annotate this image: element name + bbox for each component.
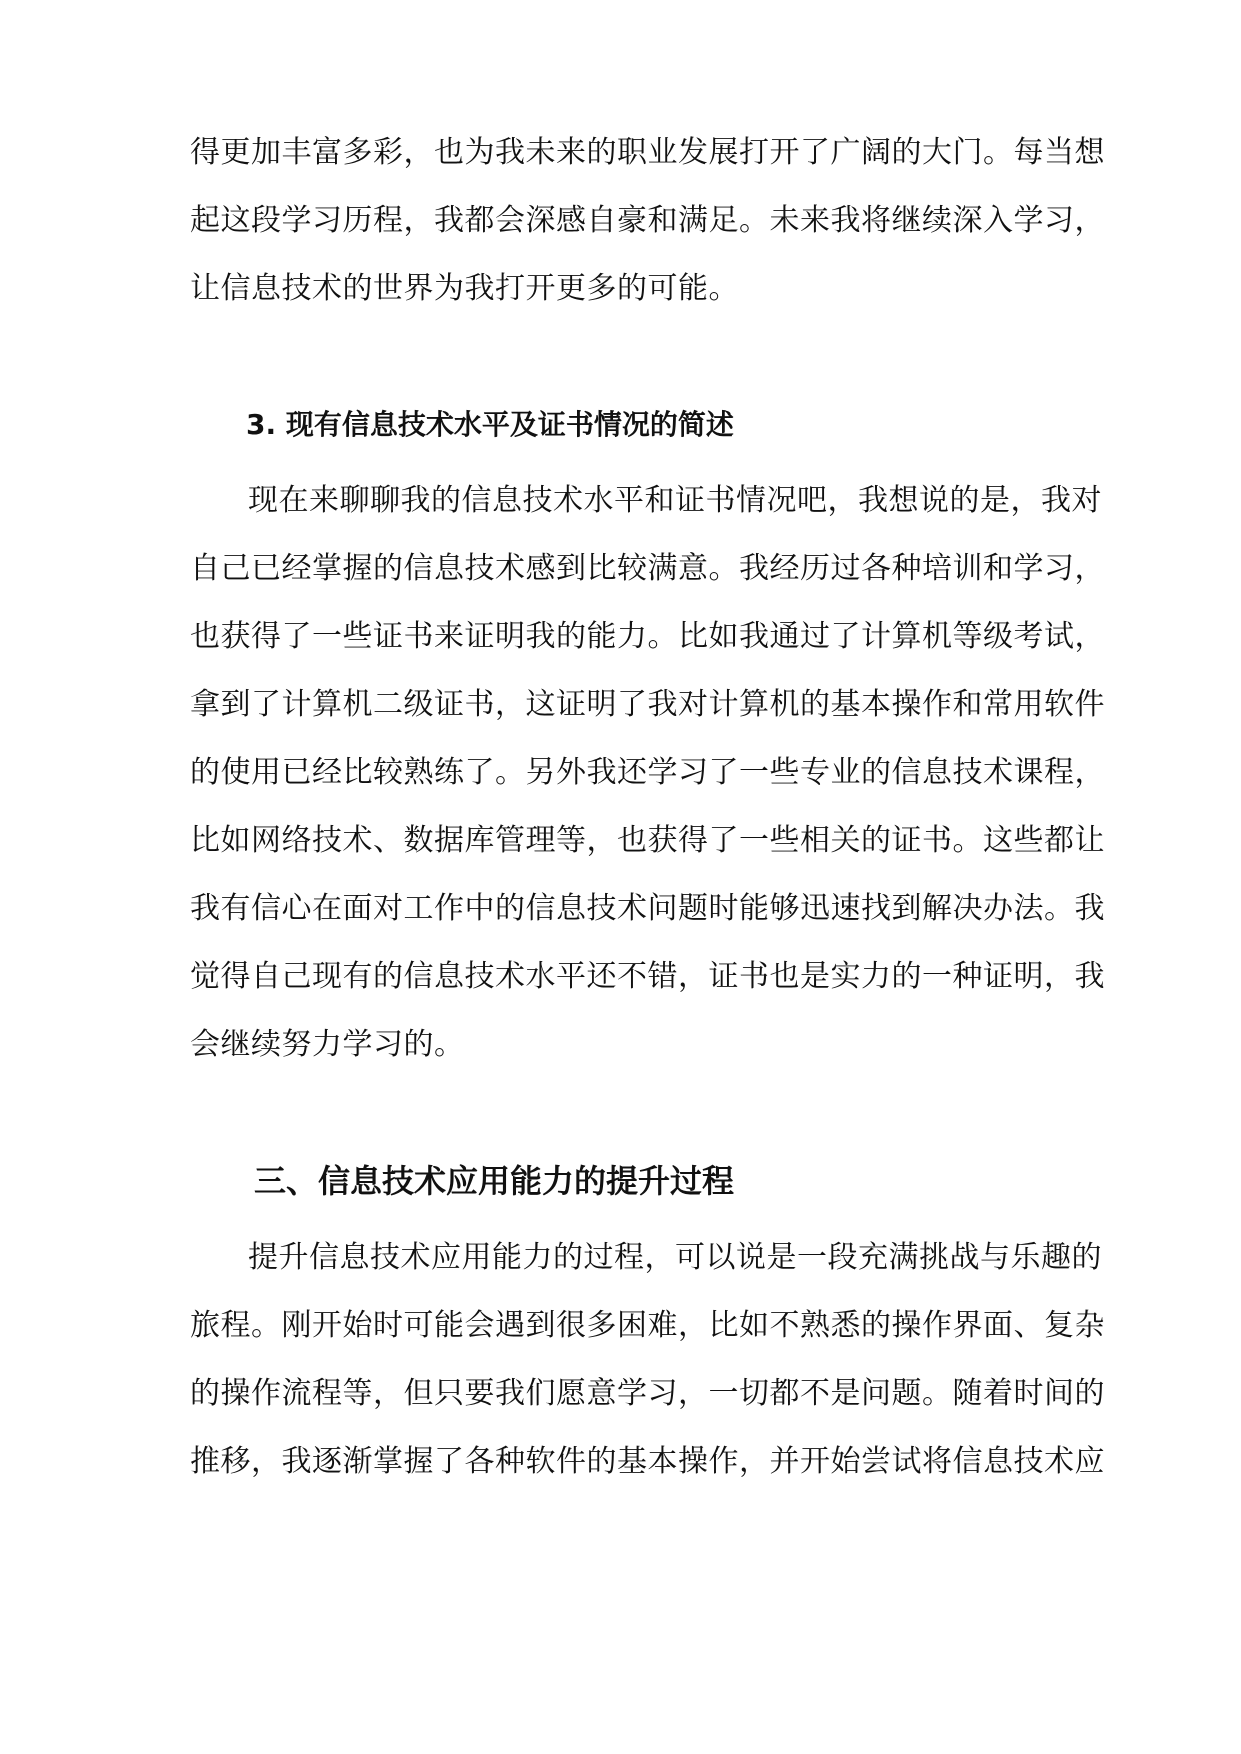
body-text-line: 起这段学习历程，我都会深感自豪和满足。未来我将继续深入学习， [190,203,1105,238]
section-heading: 3. 现有信息技术水平及证书情况的简述 [246,408,734,441]
body-text-line: 比如网络技术、数据库管理等，也获得了一些相关的证书。这些都让 [190,823,1105,858]
body-text-line: 也获得了一些证书来证明我的能力。比如我通过了计算机等级考试， [190,619,1105,654]
body-text-line: 提升信息技术应用能力的过程，可以说是一段充满挑战与乐趣的 [248,1240,1102,1275]
chapter-heading: 三、信息技术应用能力的提升过程 [254,1162,735,1200]
body-text-line: 的操作流程等，但只要我们愿意学习，一切都不是问题。随着时间的 [190,1376,1105,1411]
body-text-line: 的使用已经比较熟练了。另外我还学习了一些专业的信息技术课程， [190,755,1105,790]
body-text-line: 得更加丰富多彩，也为我未来的职业发展打开了广阔的大门。每当想 [190,135,1105,170]
body-text-line: 会继续努力学习的。 [190,1027,465,1062]
body-text-line: 拿到了计算机二级证书，这证明了我对计算机的基本操作和常用软件 [190,687,1105,722]
body-text-line: 让信息技术的世界为我打开更多的可能。 [190,271,739,306]
body-text-line: 觉得自己现有的信息技术水平还不错，证书也是实力的一种证明，我 [190,959,1105,994]
body-text-line: 自己已经掌握的信息技术感到比较满意。我经历过各种培训和学习， [190,551,1105,586]
body-text-line: 推移，我逐渐掌握了各种软件的基本操作，并开始尝试将信息技术应 [190,1444,1105,1479]
body-text-line: 我有信心在面对工作中的信息技术问题时能够迅速找到解决办法。我 [190,891,1105,926]
body-text-line: 现在来聊聊我的信息技术水平和证书情况吧，我想说的是，我对 [248,483,1102,518]
body-text-line: 旅程。刚开始时可能会遇到很多困难，比如不熟悉的操作界面、复杂 [190,1308,1105,1343]
